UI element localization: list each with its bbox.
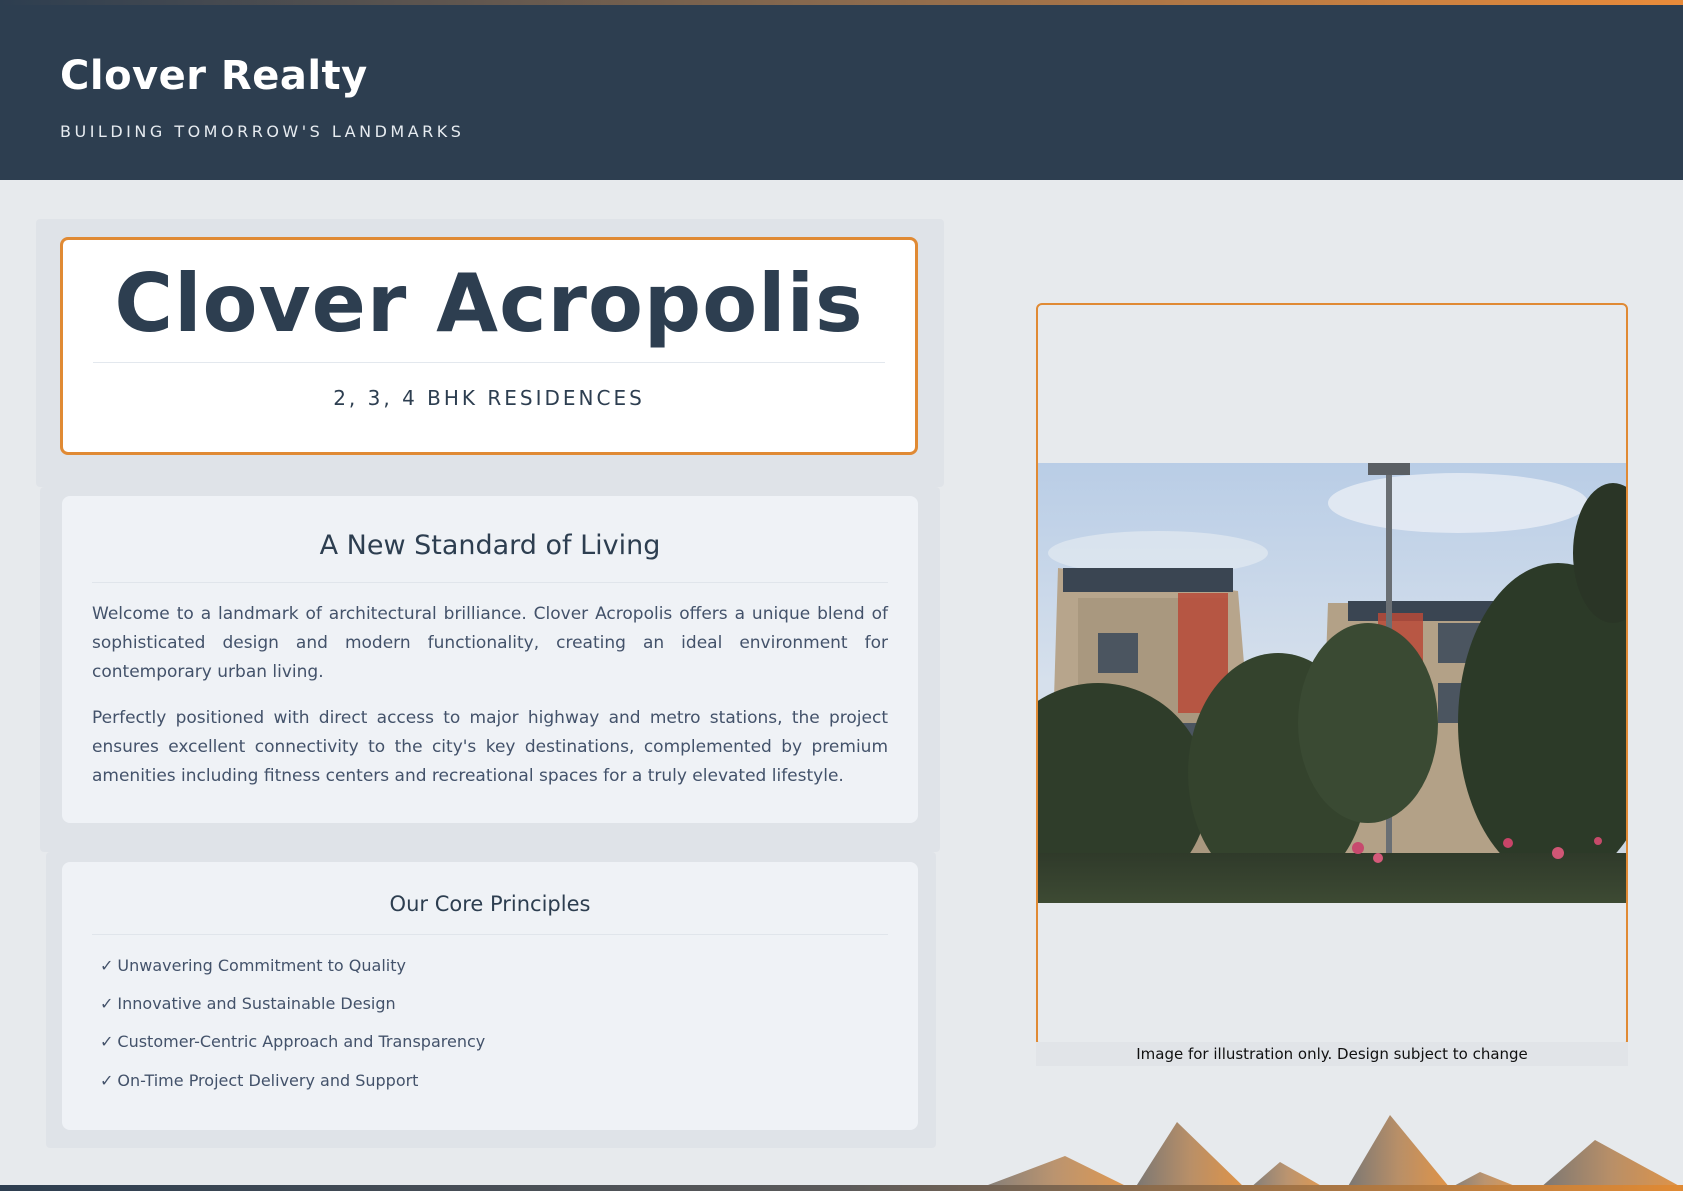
principle-item xyxy=(100,1071,418,1090)
principles-divider xyxy=(92,934,888,935)
checkmark-icon: ✓ xyxy=(100,1071,114,1090)
brand-tagline: BUILDING TOMORROW'S LANDMARKS xyxy=(60,122,465,141)
principle-label: On-Time Project Delivery and Support xyxy=(117,1071,419,1090)
header-banner xyxy=(0,5,1683,180)
intro-paragraph: Welcome to a landmark of architectural brilliance. Clover Acropolis offers a unique blend of sophisticated design and modern functionality, creating an ideal environment for contemporary urban living. xyxy=(92,604,888,682)
principle-item xyxy=(100,956,406,975)
image-caption: Image for illustration only. Design subject to change xyxy=(1036,1042,1628,1066)
project-configuration: 2, 3, 4 BHK RESIDENCES xyxy=(333,386,645,410)
intro-paragraph: Perfectly positioned with direct access to major highway and metro stations, the project ensures excellent connectivity to the city's key destinations, complemented by premium amenities including fitness centers and recreational spaces for a truly elevated lifestyle. xyxy=(92,708,888,786)
principles-heading: Our Core Principles xyxy=(389,892,591,916)
intro-heading: A New Standard of Living xyxy=(319,530,661,561)
checkmark-icon: ✓ xyxy=(100,956,114,975)
checkmark-icon: ✓ xyxy=(100,1032,114,1051)
title-divider xyxy=(93,362,885,363)
mountain-decoration xyxy=(980,1110,1683,1188)
project-name: Clover Acropolis xyxy=(114,257,864,350)
intro-card xyxy=(62,496,918,823)
brand-name: Clover Realty xyxy=(60,53,368,99)
principle-item xyxy=(100,1032,485,1051)
principle-label: Innovative and Sustainable Design xyxy=(117,994,396,1013)
principle-item xyxy=(100,994,396,1013)
intro-divider xyxy=(92,582,888,583)
checkmark-icon: ✓ xyxy=(100,994,114,1013)
principle-label: Customer-Centric Approach and Transparency xyxy=(117,1032,486,1051)
building-photo xyxy=(1038,463,1626,903)
principle-label: Unwavering Commitment to Quality xyxy=(117,956,406,975)
bottom-accent-stripe xyxy=(0,1185,1683,1191)
principles-card xyxy=(62,862,918,1130)
project-title-card xyxy=(60,237,918,455)
